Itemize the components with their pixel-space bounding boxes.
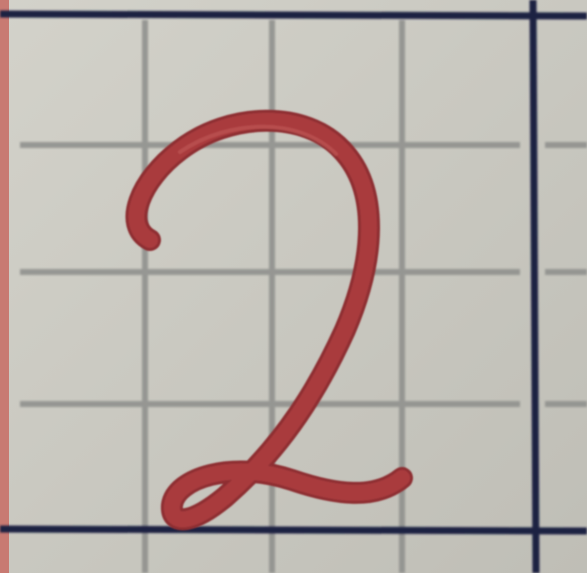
grid-line-major-right bbox=[533, 0, 536, 573]
margin-line bbox=[0, 0, 9, 573]
grid-line-major-top bbox=[0, 14, 587, 16]
grid-line-major-bottom bbox=[0, 529, 587, 531]
